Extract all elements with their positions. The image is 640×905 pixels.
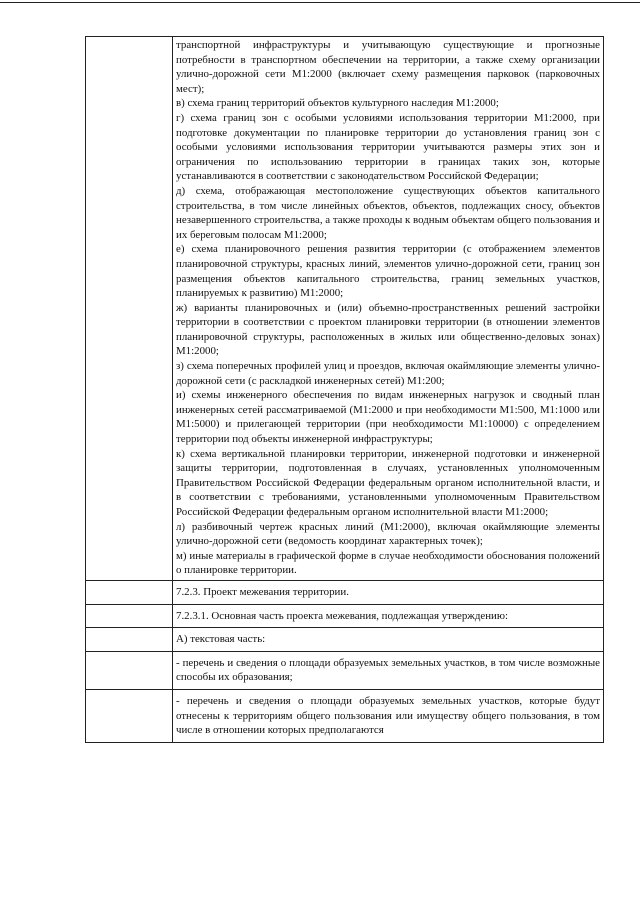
list-cell xyxy=(173,689,604,742)
table-row xyxy=(86,604,604,628)
list-item-zh: ж) варианты планировочных и (или) объемно-пространственных решений застройки территории в соответствии с проектом планировки территории (в отношении элементов планировочной структуры, расположенных в жилых или общественно-деловых зонах) М1:2000; xyxy=(176,301,600,358)
list-item-d: д) схема, отображающая местоположение существующих объектов капитального строительства, в том числе линейных объектов, объектов, подлежащих сносу, объектов незавершенного строительства, а также проходы к водным объектам общего пользования и их береговым полосам М1:2000; xyxy=(176,184,600,241)
list-item-g: г) схема границ зон с особыми условиями использования территории М1:2000, при подготовке документации по планировке территории до установления границ зон с особыми условиями использования территории учитываются размеры этих зон и ограничения по использованию территории в границах таких зон, которые устанавливаются в соответствии с законодательством Российской Федерации; xyxy=(176,111,600,183)
left-empty-cell xyxy=(86,604,173,628)
continuation-text: транспортной инфраструктуры и учитывающую существующие и прогнозные потребности в транспортном обеспечении на территории, а также схему организации улично-дорожной сети М1:2000 (включает схему размещения парковок (парковочных мест); xyxy=(176,39,600,95)
list-item: - перечень и сведения о площади образуемых земельных участков, которые будут отнесены к территориям общего пользования или имуществу общего пользования, в том числе в отношении которых предполагаются xyxy=(176,694,600,737)
table-row xyxy=(86,628,604,652)
text-part-heading: А) текстовая часть: xyxy=(176,633,266,646)
left-empty-cell xyxy=(86,628,173,652)
list-item-e: е) схема планировочного решения развития территории (с отображением элементов планировочной структуры, красных линий, элементов улично-дорожной сети, границ зон размещения объектов капитального строительства, границ земельных участков, планируемых к развитию) М1:2000; xyxy=(176,243,600,300)
left-empty-cell xyxy=(86,689,173,742)
subsection-heading: 7.2.3.1. Основная часть проекта межевания, подлежащая утверждению: xyxy=(176,609,509,622)
left-empty-cell xyxy=(86,37,173,581)
text-part-cell xyxy=(173,628,604,652)
left-empty-cell xyxy=(86,651,173,689)
list-item-l: л) разбивочный чертеж красных линий (М1:2000), включая окаймляющие элементы улично-дорожной сети (ведомость координат характерных точек); xyxy=(176,520,600,548)
table-row xyxy=(86,580,604,604)
list-item: - перечень и сведения о площади образуемых земельных участков, в том числе возможные способы их образования; xyxy=(176,656,600,684)
list-item-m: м) иные материалы в графической форме в случае необходимости обоснования положений о планировке территории. xyxy=(176,549,600,577)
list-item-z: з) схема поперечных профилей улиц и проездов, включая окаймляющие элементы улично-дорожной сети (с раскладкой инженерных сетей) М1:200; xyxy=(176,360,600,387)
list-item-v: в) схема границ территорий объектов культурного наследия М1:2000; xyxy=(176,97,499,110)
table-row xyxy=(86,651,604,689)
section-heading-cell xyxy=(173,580,604,604)
subsection-cell xyxy=(173,604,604,628)
graphic-materials-cell xyxy=(173,37,604,581)
requirements-table xyxy=(85,36,604,743)
left-empty-cell xyxy=(86,580,173,604)
table-row xyxy=(86,37,604,581)
list-cell xyxy=(173,651,604,689)
list-item-i: и) схемы инженерного обеспечения по видам инженерных нагрузок и сводный план инженерных сетей рассматриваемой (М1:2000 и при необходимости М1:500, М1:1000 или М1:5000) и прилегающей территории (при необходимости М1:10000) с определением территории под объекты инженерной инфраструктуры; xyxy=(176,389,600,446)
page-top-rule xyxy=(0,2,640,3)
section-heading: 7.2.3. Проект межевания территории. xyxy=(176,585,349,598)
list-item-k: к) схема вертикальной планировки территории, инженерной подготовки и инженерной защиты территории, подготовленная в случаях, установленных уполномоченным Правительством Российской Федерации федеральным органом исполнительной власти, и в соответствии с требованиями, установленными уполномоченным Правительством Российской Федерации федеральным органом исполнительной власти М1:2000; xyxy=(176,447,600,518)
table-row xyxy=(86,689,604,742)
